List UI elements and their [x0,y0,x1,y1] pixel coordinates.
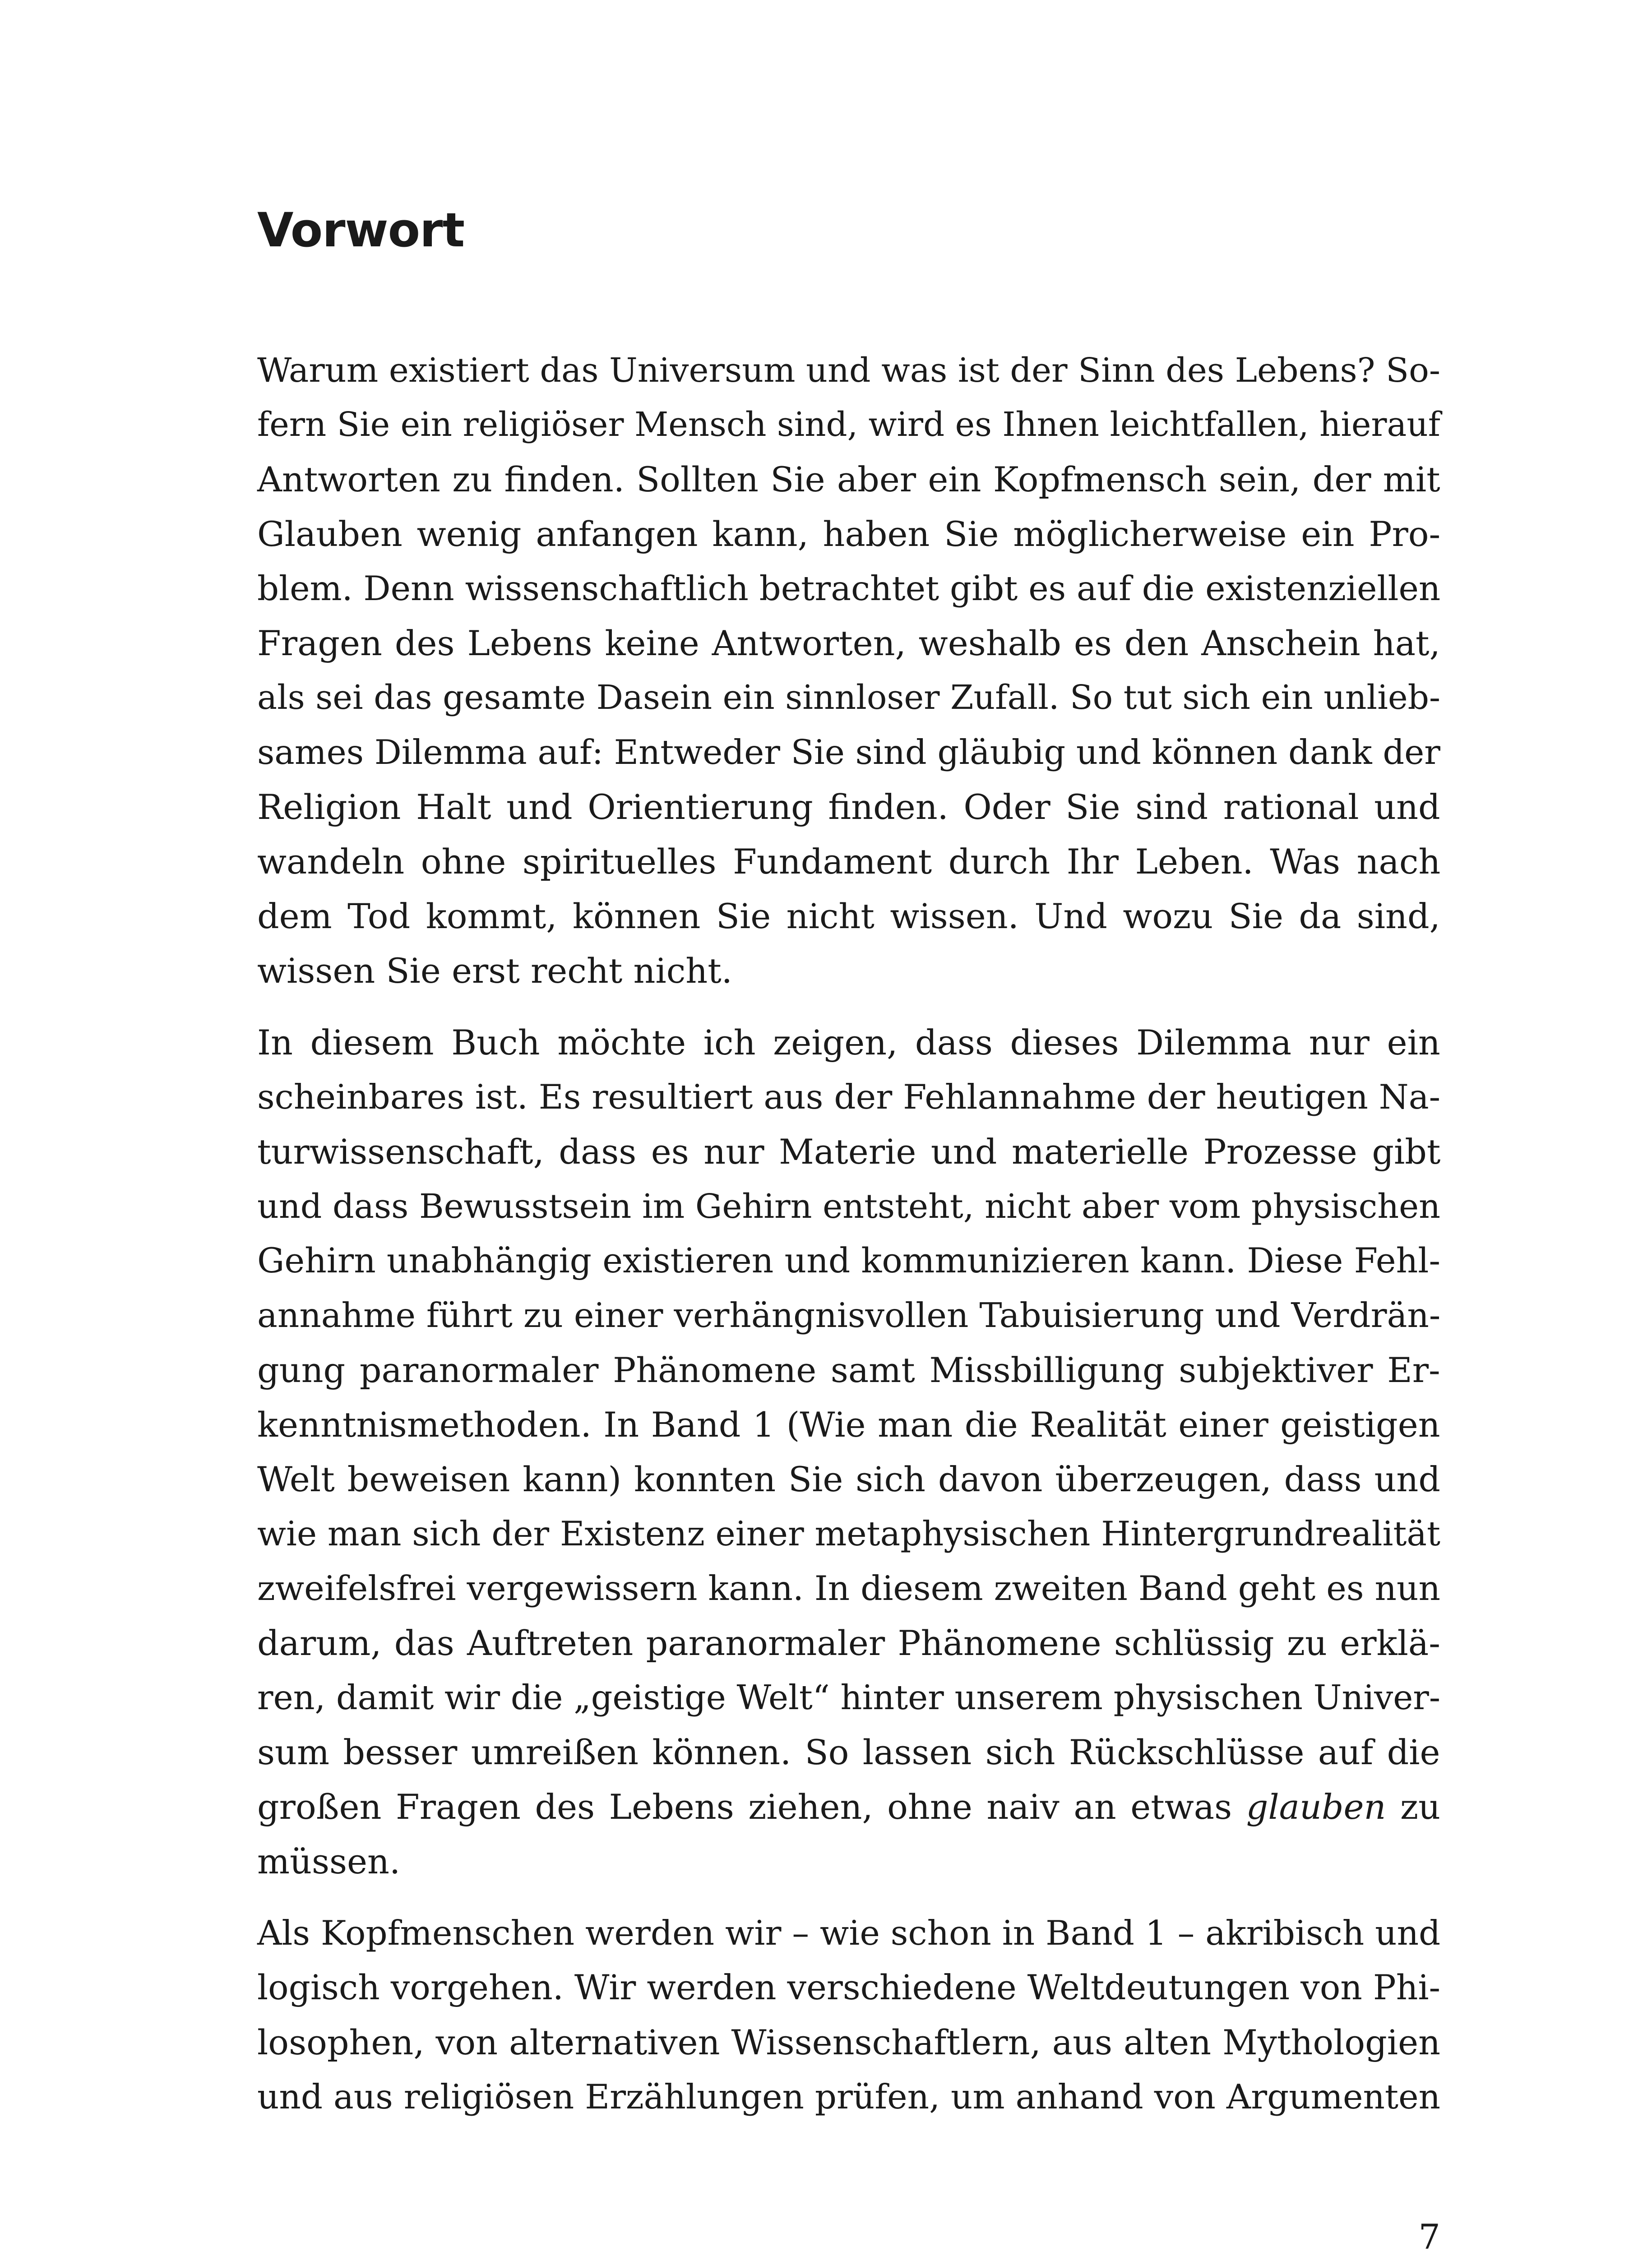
text-line: losophen, von alternativen Wissenschaftlern, aus alten Mythologien [257,2022,1441,2062]
body-text [257,343,1440,2141]
text-line: wissen Sie erst recht nicht. [257,951,732,991]
text-line: annahme führt zu einer verhängnisvollen Tabuisierung und Verdrän- [257,1295,1441,1335]
text-line: wie man sich der Existenz einer metaphysischen Hintergrundrealität [257,1514,1440,1553]
paragraph-2 [257,1015,1440,1889]
text-line: und aus religiösen Erzählungen prüfen, um anhand von Argumenten [257,2077,1440,2117]
paragraph-3 [257,1906,1440,2124]
text-line: blem. Denn wissenschaftlich betrachtet gibt es auf die existenziellen [257,569,1441,608]
text-line: fern Sie ein religiöser Mensch sind, wird es Ihnen leichtfallen, hierauf [257,406,1440,444]
text-line: Antworten zu finden. Sollten Sie aber ein Kopfmensch sein, der mit [257,459,1440,499]
text-line: sames Dilemma auf: Entweder Sie sind gläubig und können dank der [257,733,1440,772]
text-line: als sei das gesamte Dasein ein sinnloser Zufall. So tut sich ein unlieb- [257,678,1440,717]
text-line: Fragen des Lebens keine Antworten, weshalb es den Anschein hat, [257,623,1440,663]
text-line: wandeln ohne spirituelles Fundament durch Ihr Leben. Was nach [257,841,1441,882]
text-line: Glauben wenig anfangen kann, haben Sie möglicherweise ein Pro- [257,514,1441,554]
page-number: 7 [1418,2217,1440,2256]
text-line: zweifelsfrei vergewissern kann. In diesem zweiten Band geht es nun [257,1568,1440,1608]
text-line: und dass Bewusstsein im Gehirn entsteht, nicht aber vom physischen [257,1187,1441,1226]
text-line: Als Kopfmenschen werden wir – wie schon in Band 1 – akribisch und [257,1913,1441,1953]
text-line-with-emphasis [257,1780,1440,1834]
text-line: sum besser umreißen können. So lassen sich Rückschlüsse auf die [257,1732,1440,1772]
emphasized-word: glauben [1246,1787,1386,1827]
text-line: turwissenschaft, dass es nur Materie und materielle Prozesse gibt [257,1132,1441,1172]
text-line: dem Tod kommt, können Sie nicht wissen. Und wozu Sie da sind, [257,896,1440,936]
text-line: gung paranormaler Phänomene samt Missbilligung subjektiver Er- [257,1350,1440,1390]
text-line: kenntnismethoden. In Band 1 (Wie man die Realität einer geistigen [257,1405,1440,1445]
text-line: müssen. [257,1841,401,1882]
text-line: darum, das Auftreten paranormaler Phänomene schlüssig zu erklä- [257,1623,1440,1663]
text-segment: großen Fragen des Lebens ziehen, ohne naiv an etwas [257,1787,1232,1827]
paragraph-1 [257,343,1440,998]
text-line: Religion Halt und Orientierung finden. Oder Sie sind rational und [257,787,1440,827]
text-line: In diesem Buch möchte ich zeigen, dass dieses Dilemma nur ein [257,1022,1440,1063]
text-segment: zu [1400,1787,1441,1827]
chapter-heading: Vorwort [257,203,465,258]
text-line: scheinbares ist. Es resultiert aus der Fehlannahme der heutigen Na- [257,1077,1441,1117]
text-line: ren, damit wir die „geistige Welt“ hinter unserem physischen Univer- [257,1678,1440,1717]
text-line: Gehirn unabhängig existieren und kommunizieren kann. Diese Fehl- [257,1241,1440,1281]
text-line: Warum existiert das Universum und was ist der Sinn des Lebens? So- [257,351,1440,390]
text-line: logisch vorgehen. Wir werden verschiedene Weltdeutungen von Phi- [257,1968,1440,2007]
text-line: Welt beweisen kann) konnten Sie sich davon überzeugen, dass und [257,1459,1441,1499]
